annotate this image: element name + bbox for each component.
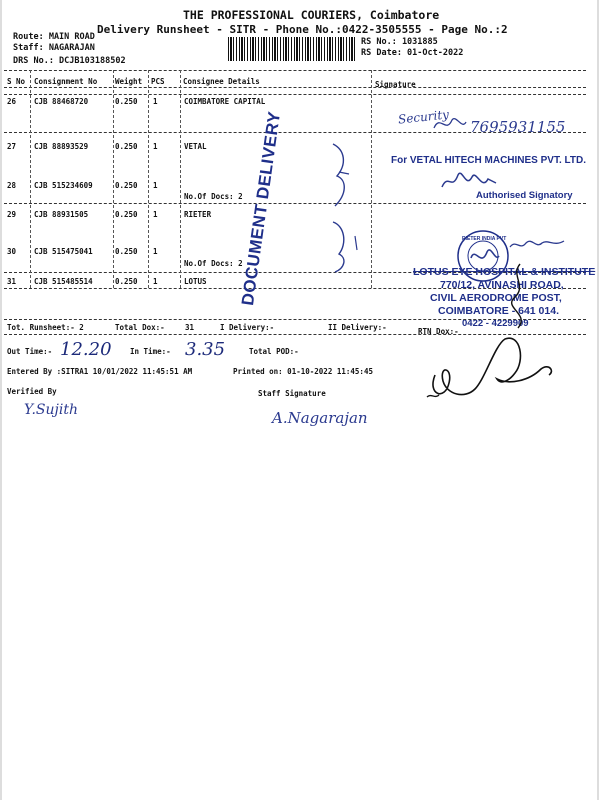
entered-by: Entered By :SITRA1 10/01/2022 11:45:51 AM xyxy=(7,367,193,376)
document-delivery-stamp: DOCUMENT DELIVERY xyxy=(238,110,285,307)
lotus-stamp-line5: 0422 - 4229909 xyxy=(462,318,529,329)
row-consignee: VETAL xyxy=(184,142,207,151)
rieter-signature xyxy=(508,235,568,255)
lotus-stamp-line2: 770/12, AVINASHI ROAD, xyxy=(440,279,564,291)
row-weight: 0.250 xyxy=(115,210,138,219)
i-delivery-label: I Delivery:- xyxy=(220,323,275,332)
verified-by-signature: Y.Sujith xyxy=(24,402,78,418)
route-label: Route: MAIN ROAD xyxy=(13,32,95,42)
row-consignment-no: CJB 515475041 xyxy=(34,247,93,256)
vetal-signature xyxy=(440,165,500,193)
total-dox-label: Total Dox:- xyxy=(115,323,165,332)
row-consignee: LOTUS xyxy=(184,277,207,286)
col-divider xyxy=(113,70,114,288)
barcode xyxy=(228,37,355,61)
row-pcs: 1 xyxy=(153,142,158,151)
staff-signature: A.Nagarajan xyxy=(272,409,368,427)
row-sno: 28 xyxy=(7,181,17,190)
scan-edge-left xyxy=(0,0,2,800)
signature-scribble xyxy=(432,112,468,134)
lotus-stamp-line1: LOTUS EYE HOSPITAL & INSTITUTE xyxy=(413,266,596,278)
company-name: THE PROFESSIONAL COURIERS, Coimbatore xyxy=(183,8,440,22)
in-time-label: In Time:- xyxy=(130,347,171,356)
row-consignment-no: CJB 515234609 xyxy=(34,181,93,190)
runsheet-title: Delivery Runsheet - SITR - Phone No.:0422-3505555 - Page No.:2 xyxy=(97,23,508,36)
vetal-company-stamp: For VETAL HITECH MACHINES PVT. LTD. xyxy=(391,155,587,166)
handwritten-security: Security xyxy=(397,107,450,127)
row-consignee: RIETER xyxy=(184,210,212,219)
rs-number: RS No.: 1031885 xyxy=(361,37,438,47)
in-time-value: 3.35 xyxy=(185,339,226,360)
row-sno: 31 xyxy=(7,277,17,286)
col-divider xyxy=(180,70,181,288)
col-header-pcs: PCS xyxy=(151,77,165,86)
col-header-signature: Signature xyxy=(375,80,416,89)
out-time-label: Out Time:- xyxy=(7,347,53,356)
row-sno: 30 xyxy=(7,247,17,256)
row-consignment-no: CJB 88468720 xyxy=(34,97,89,106)
rieter-seal-text: RIETER INDIA PVT xyxy=(462,236,507,242)
lotus-signature xyxy=(500,262,540,332)
col-header-consignment: Consignment No xyxy=(34,77,98,86)
row-sno: 26 xyxy=(7,97,17,106)
col-divider xyxy=(148,70,149,288)
rtn-dox-label: RTN Dox:- xyxy=(418,327,459,336)
row-consignment-no: CJB 88893529 xyxy=(34,142,89,151)
row-divider xyxy=(4,203,586,204)
row-weight: 0.250 xyxy=(115,277,138,286)
row-note: No.Of Docs: 2 xyxy=(184,192,243,201)
row-note: No.Of Docs: 2 xyxy=(184,259,243,268)
staff-signature-label: Staff Signature xyxy=(258,389,326,398)
handwritten-phone: 7695931155 xyxy=(470,118,566,136)
total-pod-label: Total POD:- xyxy=(249,347,299,356)
table-header-rule xyxy=(4,87,586,88)
row-pcs: 1 xyxy=(153,210,158,219)
row-consignment-no: CJB 88931505 xyxy=(34,210,89,219)
table-top-rule xyxy=(4,70,586,71)
row-weight: 0.250 xyxy=(115,247,138,256)
row-pcs: 1 xyxy=(153,247,158,256)
row-weight: 0.250 xyxy=(115,97,138,106)
drs-number: DRS No.: DCJB103188502 xyxy=(13,56,126,66)
row-weight: 0.250 xyxy=(115,181,138,190)
totals-rule xyxy=(4,319,586,320)
verified-by-label: Verified By xyxy=(7,387,57,396)
total-runsheet: Tot. Runsheet:- 2 xyxy=(7,323,84,332)
col-header-sno: S No xyxy=(7,77,26,86)
col-divider xyxy=(30,70,31,288)
col-divider xyxy=(371,70,372,288)
authorised-signatory-label: Authorised Signatory xyxy=(476,190,573,201)
row-pcs: 1 xyxy=(153,277,158,286)
row-sno: 27 xyxy=(7,142,17,151)
lotus-stamp-line4: COIMBATORE - 641 014. xyxy=(438,305,559,317)
rs-date: RS Date: 01-Oct-2022 xyxy=(361,48,464,58)
col-header-consignee: Consignee Details xyxy=(183,77,260,86)
row-pcs: 1 xyxy=(153,97,158,106)
col-header-weight: Weight xyxy=(115,77,143,86)
scan-edge-right xyxy=(597,0,599,800)
row-consignee: COIMBATORE CAPITAL xyxy=(184,97,266,106)
ii-delivery-label: II Delivery:- xyxy=(328,323,387,332)
row-weight: 0.250 xyxy=(115,142,138,151)
total-dox-value: 31 xyxy=(185,323,195,332)
row-consignment-no: CJB 515485514 xyxy=(34,277,93,286)
out-time-value: 12.20 xyxy=(60,339,112,360)
row-pcs: 1 xyxy=(153,181,158,190)
receiver-signature xyxy=(425,335,565,415)
row-sno: 29 xyxy=(7,210,17,219)
lotus-stamp-line3: CIVIL AERODROME POST, xyxy=(430,292,562,304)
printed-on: Printed on: 01-10-2022 11:45:45 xyxy=(233,367,373,376)
staff-label: Staff: NAGARAJAN xyxy=(13,43,95,53)
table-header-rule-2 xyxy=(4,94,586,95)
handwritten-brackets xyxy=(325,140,365,275)
